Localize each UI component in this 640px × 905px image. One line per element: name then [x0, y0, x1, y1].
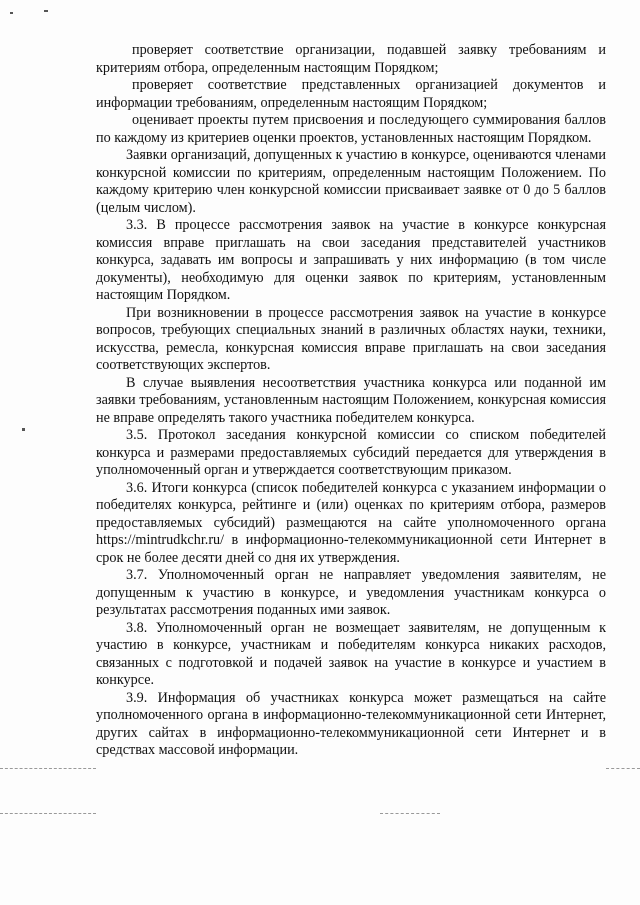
- paragraph-3-9: 3.9. Информация об участниках конкурса может размещаться на сайте уполномоченного органа в информационно-телекоммуникационной сети Интернет, других сайтах в информационно-телекоммуникационной сети Интернет и в средствах массовой информации.: [96, 689, 606, 758]
- scan-speck: [22, 428, 25, 431]
- paragraph: Заявки организаций, допущенных к участию в конкурсе, оцениваются членами конкурсной комиссии по критериям, определенным настоящим Положением. По каждому критерию член конкурсной комиссии присваивает заявке от 0 до 5 баллов (целым числом).: [96, 147, 606, 216]
- document-body: [96, 42, 606, 760]
- scan-dash-line: [380, 813, 440, 814]
- paragraph: проверяет соответствие организации, подавшей заявку требованиям и критериям отбора, определенным настоящим Порядком;: [96, 42, 606, 76]
- scan-speck: [10, 12, 13, 14]
- paragraph-3-3: 3.3. В процессе рассмотрения заявок на участие в конкурсе конкурсная комиссия вправе приглашать на свои заседания представителей участников конкурса, задавать им вопросы и запрашивать у них информацию (в том числе документы), необходимую для оценки заявок по критериям, установленным настоящим Порядком.: [96, 217, 606, 303]
- paragraph-3-6: 3.6. Итоги конкурса (список победителей конкурса с указанием информации о победителях конкурса, рейтинге и (или) оценках по критериям отбора, размеров предоставляемых субсидий) размещаются на сайте уполномоченного органа https://mintrudkchr.ru/ в информационно-телекоммуникационной сети Интернет в срок не более десяти дней со дня их утверждения.: [96, 479, 606, 566]
- scan-dash-line: [0, 813, 96, 814]
- paragraph: При возникновении в процессе рассмотрения заявок на участие в конкурсе вопросов, требующих специальных знаний в различных областях науки, техники, искусства, ремесла, конкурсная комиссия вправе приглашать на свои заседания соответствующих экспертов.: [96, 304, 606, 373]
- scan-dash-line: [0, 768, 96, 769]
- paragraph: проверяет соответствие представленных организацией документов и информации требованиям, определенным настоящим Порядком;: [96, 77, 606, 111]
- paragraph: В случае выявления несоответствия участника конкурса или поданной им заявки требованиям, установленным настоящим Положением, конкурсная комиссия не вправе определять такого участника победителем конкурса.: [96, 374, 606, 426]
- scan-dash-line: [606, 768, 640, 769]
- paragraph-3-5: 3.5. Протокол заседания конкурсной комиссии со списком победителей конкурса и размерами предоставляемых субсидий передается для утверждения в уполномоченный орган и утверждается соответствующим приказом.: [96, 427, 606, 478]
- paragraph-3-7: 3.7. Уполномоченный орган не направляет уведомления заявителям, не допущенным к участию в конкурсе, и уведомления участникам конкурса о результатах рассмотрения поданных ими заявок.: [96, 567, 606, 618]
- scan-speck: [44, 10, 48, 12]
- paragraph: оценивает проекты путем присвоения и последующего суммирования баллов по каждому из критериев оценки проектов, установленных настоящим Порядком.: [96, 112, 606, 146]
- paragraph-3-8: 3.8. Уполномоченный орган не возмещает заявителям, не допущенным к участию в конкурсе, участникам и победителям конкурса никаких расходов, связанных с подготовкой и подачей заявок на участие в конкурсе и участием в конкурсе.: [96, 619, 606, 688]
